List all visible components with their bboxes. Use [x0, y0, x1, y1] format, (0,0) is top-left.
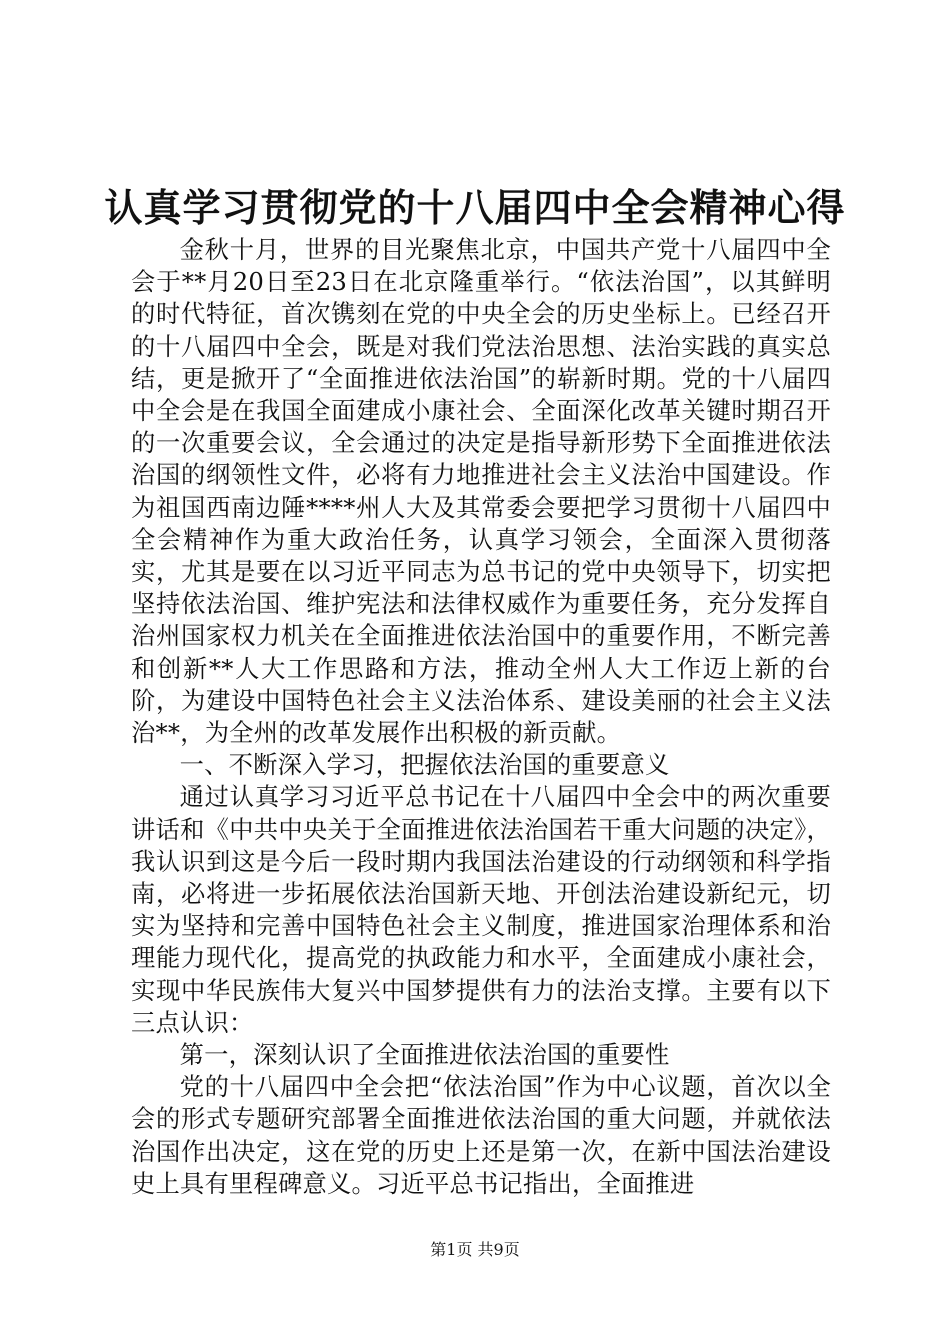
- document-title: 认真学习贯彻党的十八届四中全会精神心得: [104, 185, 846, 230]
- paragraph-intro: 金秋十月，世界的目光聚焦北京，中国共产党十八届四中全会于**月20日至23日在北京隆重举行。“依法治国”，以其鲜明的时代特征，首次镌刻在党的中央全会的历史坐标上。已经召开的十八届四中全会，既是对我们党法治思想、法治实践的真实总结，更是掀开了“全面推进依法治国”的崭新时期。党的十八届四中全会是在我国全面建成小康社会、全面深化改革关键时期召开的一次重要会议，全会通过的决定是指导新形势下全面推进依法治国的纲领性文件，必将有力地推进社会主义法治中国建设。作为祖国西南边陲****州人大及其常委会要把学习贯彻十八届四中全会精神作为重大政治任务，认真学习领会，全面深入贯彻落实，尤其是要在以习近平同志为总书记的党中央领导下，切实把坚持依法治国、维护宪法和法律权威作为重要任务，充分发挥自治州国家权力机关在全面推进依法治国中的重要作用，不断完善和创新**人大工作思路和方法，推动全州人大工作迈上新的台阶，为建设中国特色社会主义法治体系、建设美丽的社会主义法治**，为全州的改革发展作出积极的新贡献。: [131, 235, 831, 748]
- paragraph-section-1: 通过认真学习习近平总书记在十八届四中全会中的两次重要讲话和《中共中央关于全面推进依法治国若干重大问题的决定》，我认识到这是今后一段时期内我国法治建设的行动纲领和科学指南，必将进一步拓展依法治国新天地、开创法治建设新纪元，切实为坚持和完善中国特色社会主义制度，推进国家治理体系和治理能力现代化，提高党的执政能力和水平，全面建成小康社会，实现中华民族伟大复兴中国梦提供有力的法治支撑。主要有以下三点认识：: [131, 782, 831, 1037]
- document-body: [131, 234, 831, 1200]
- section-heading-1: 一、不断深入学习，把握依法治国的重要意义: [179, 750, 670, 780]
- page-footer: 第1页 共9页: [430, 1240, 520, 1259]
- paragraph-first: 党的十八届四中全会把“依法治国”作为中心议题，首次以全会的形式专题研究部署全面推进依法治国的重大问题，并就依法治国作出决定，这在党的历史上还是第一次，在新中国法治建设史上具有里程碑意义。习近平总书记指出，全面推进: [131, 1072, 831, 1198]
- subheading-first: 第一，深刻认识了全面推进依法治国的重要性: [179, 1040, 670, 1070]
